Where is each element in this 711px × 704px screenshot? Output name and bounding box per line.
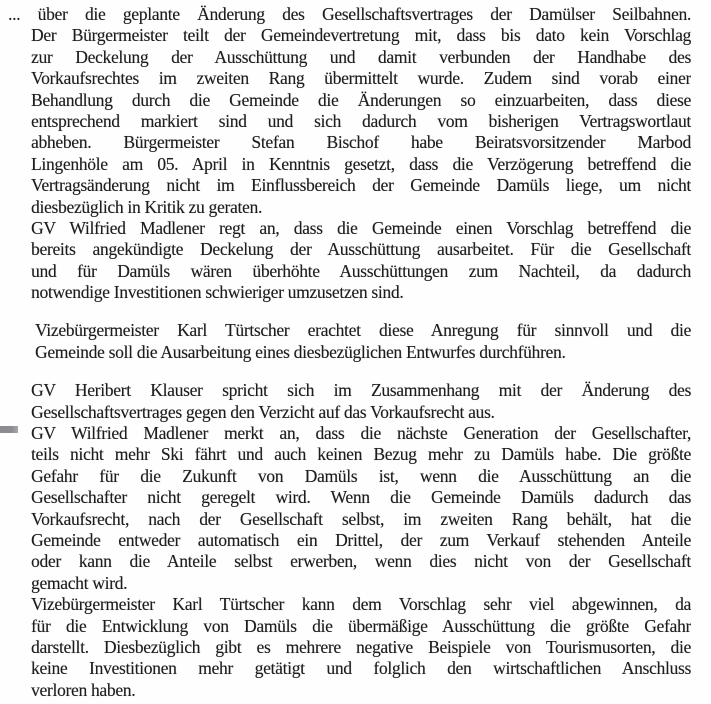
- text-line: und für Damüls wären überhöhte Ausschüttungen zum Nachteil, da dadurch: [31, 260, 691, 281]
- text-line: darstellt. Diesbezüglich gibt es mehrere negative Beispiele von Tourismusorten, die: [31, 636, 691, 657]
- text-line: Gemeinde soll die Ausarbeitung eines diesbezüglichen Entwurfes durchführen.: [35, 341, 566, 362]
- text-line: Gefahr für die Zukunft von Damüls ist, wenn die Ausschüttung an die: [31, 465, 691, 486]
- document-body: [8, 4, 691, 701]
- text-line: Der Bürgermeister teilt der Gemeindevertretung mit, dass bis dato kein Vorschlag: [31, 25, 691, 46]
- text-line: ... über die geplante Änderung des Gesellschaftsvertrages der Damülser Seilbahnen.: [8, 4, 691, 24]
- para-vizebuergermeister-sinnvoll: [35, 320, 691, 363]
- text-line: diesbezüglich in Kritik zu geraten.: [31, 196, 263, 217]
- text-line: abheben. Bürgermeister Stefan Bischof habe Beiratsvorsitzender Marbod: [31, 132, 691, 153]
- text-line: Behandlung durch die Gemeinde die Änderungen so einzuarbeiten, dass diese: [31, 89, 691, 110]
- text-line: Vizebürgermeister Karl Türtscher erachtet diese Anregung für sinnvoll und die: [35, 320, 691, 341]
- text-line: Gemeinde entweder automatisch ein Drittel, der zum Verkauf stehenden Anteile: [31, 529, 691, 550]
- text-line: Lingenhöle am 05. April in Kenntnis gesetzt, dass die Verzögerung betreffend die: [31, 153, 691, 174]
- text-line: notwendige Investitionen schwieriger umzusetzen sind.: [31, 282, 404, 303]
- text-line: teils nicht mehr Ski fährt und auch keinen Bezug mehr zu Damüls habe. Die größte: [31, 444, 691, 465]
- para-gv-madlener-merkt-an: [31, 423, 691, 594]
- para-gv-madlener-regt-an: [31, 218, 691, 304]
- text-line: Gesellschaftsvertrages gegen den Verzicht auf das Vorkaufsrecht aus.: [31, 401, 495, 422]
- para-vizebuergermeister-abgewinnen: [31, 594, 691, 701]
- text-line: keine Investitionen mehr getätigt und folglich den wirtschaftlichen Anschluss: [31, 658, 691, 679]
- text-line: GV Wilfried Madlener regt an, dass die Gemeinde einen Vorschlag betreffend die: [31, 217, 691, 238]
- text-line: gemacht wird.: [31, 572, 128, 593]
- margin-highlight-mark: [0, 426, 18, 433]
- text-line: Vertragsänderung nicht im Einflussbereich der Gemeinde Damüls liege, um nicht: [31, 175, 691, 196]
- text-line: verloren haben.: [31, 679, 136, 700]
- text-line: Vorkaufsrechtes im zweiten Rang übermittelt wurde. Zudem sind vorab einer: [31, 68, 691, 89]
- text-line: zur Deckelung der Ausschüttung und damit verbunden der Handhabe des: [31, 46, 691, 67]
- para-aenderung-gesellschaftsvertrag: [8, 4, 691, 218]
- text-line: entsprechend markiert sind und sich dadurch vom bisherigen Vertragswortlaut: [31, 110, 691, 131]
- para-gv-klauser-verzicht: [31, 380, 691, 423]
- text-line: Gesellschafter nicht geregelt wird. Wenn die Gemeinde Damüls dadurch das: [31, 487, 691, 508]
- text-line: oder kann die Anteile selbst erwerben, wenn dies nicht von der Gesellschaft: [31, 551, 691, 572]
- text-line: bereits angekündigte Deckelung der Ausschüttung ausarbeitet. Für die Gesellschaft: [31, 239, 691, 260]
- text-line: für die Entwicklung von Damüls die übermäßige Ausschüttung die größte Gefahr: [31, 615, 691, 636]
- text-line: GV Wilfried Madlener merkt an, dass die nächste Generation der Gesellschafter,: [31, 423, 691, 444]
- text-line: Vizebürgermeister Karl Türtscher kann dem Vorschlag sehr viel abgewinnen, da: [31, 594, 691, 615]
- text-line: Vorkaufsrecht, nach der Gesellschaft selbst, im zweiten Rang behält, hat die: [31, 508, 691, 529]
- text-line: GV Heribert Klauser spricht sich im Zusammenhang mit der Änderung des: [31, 380, 691, 401]
